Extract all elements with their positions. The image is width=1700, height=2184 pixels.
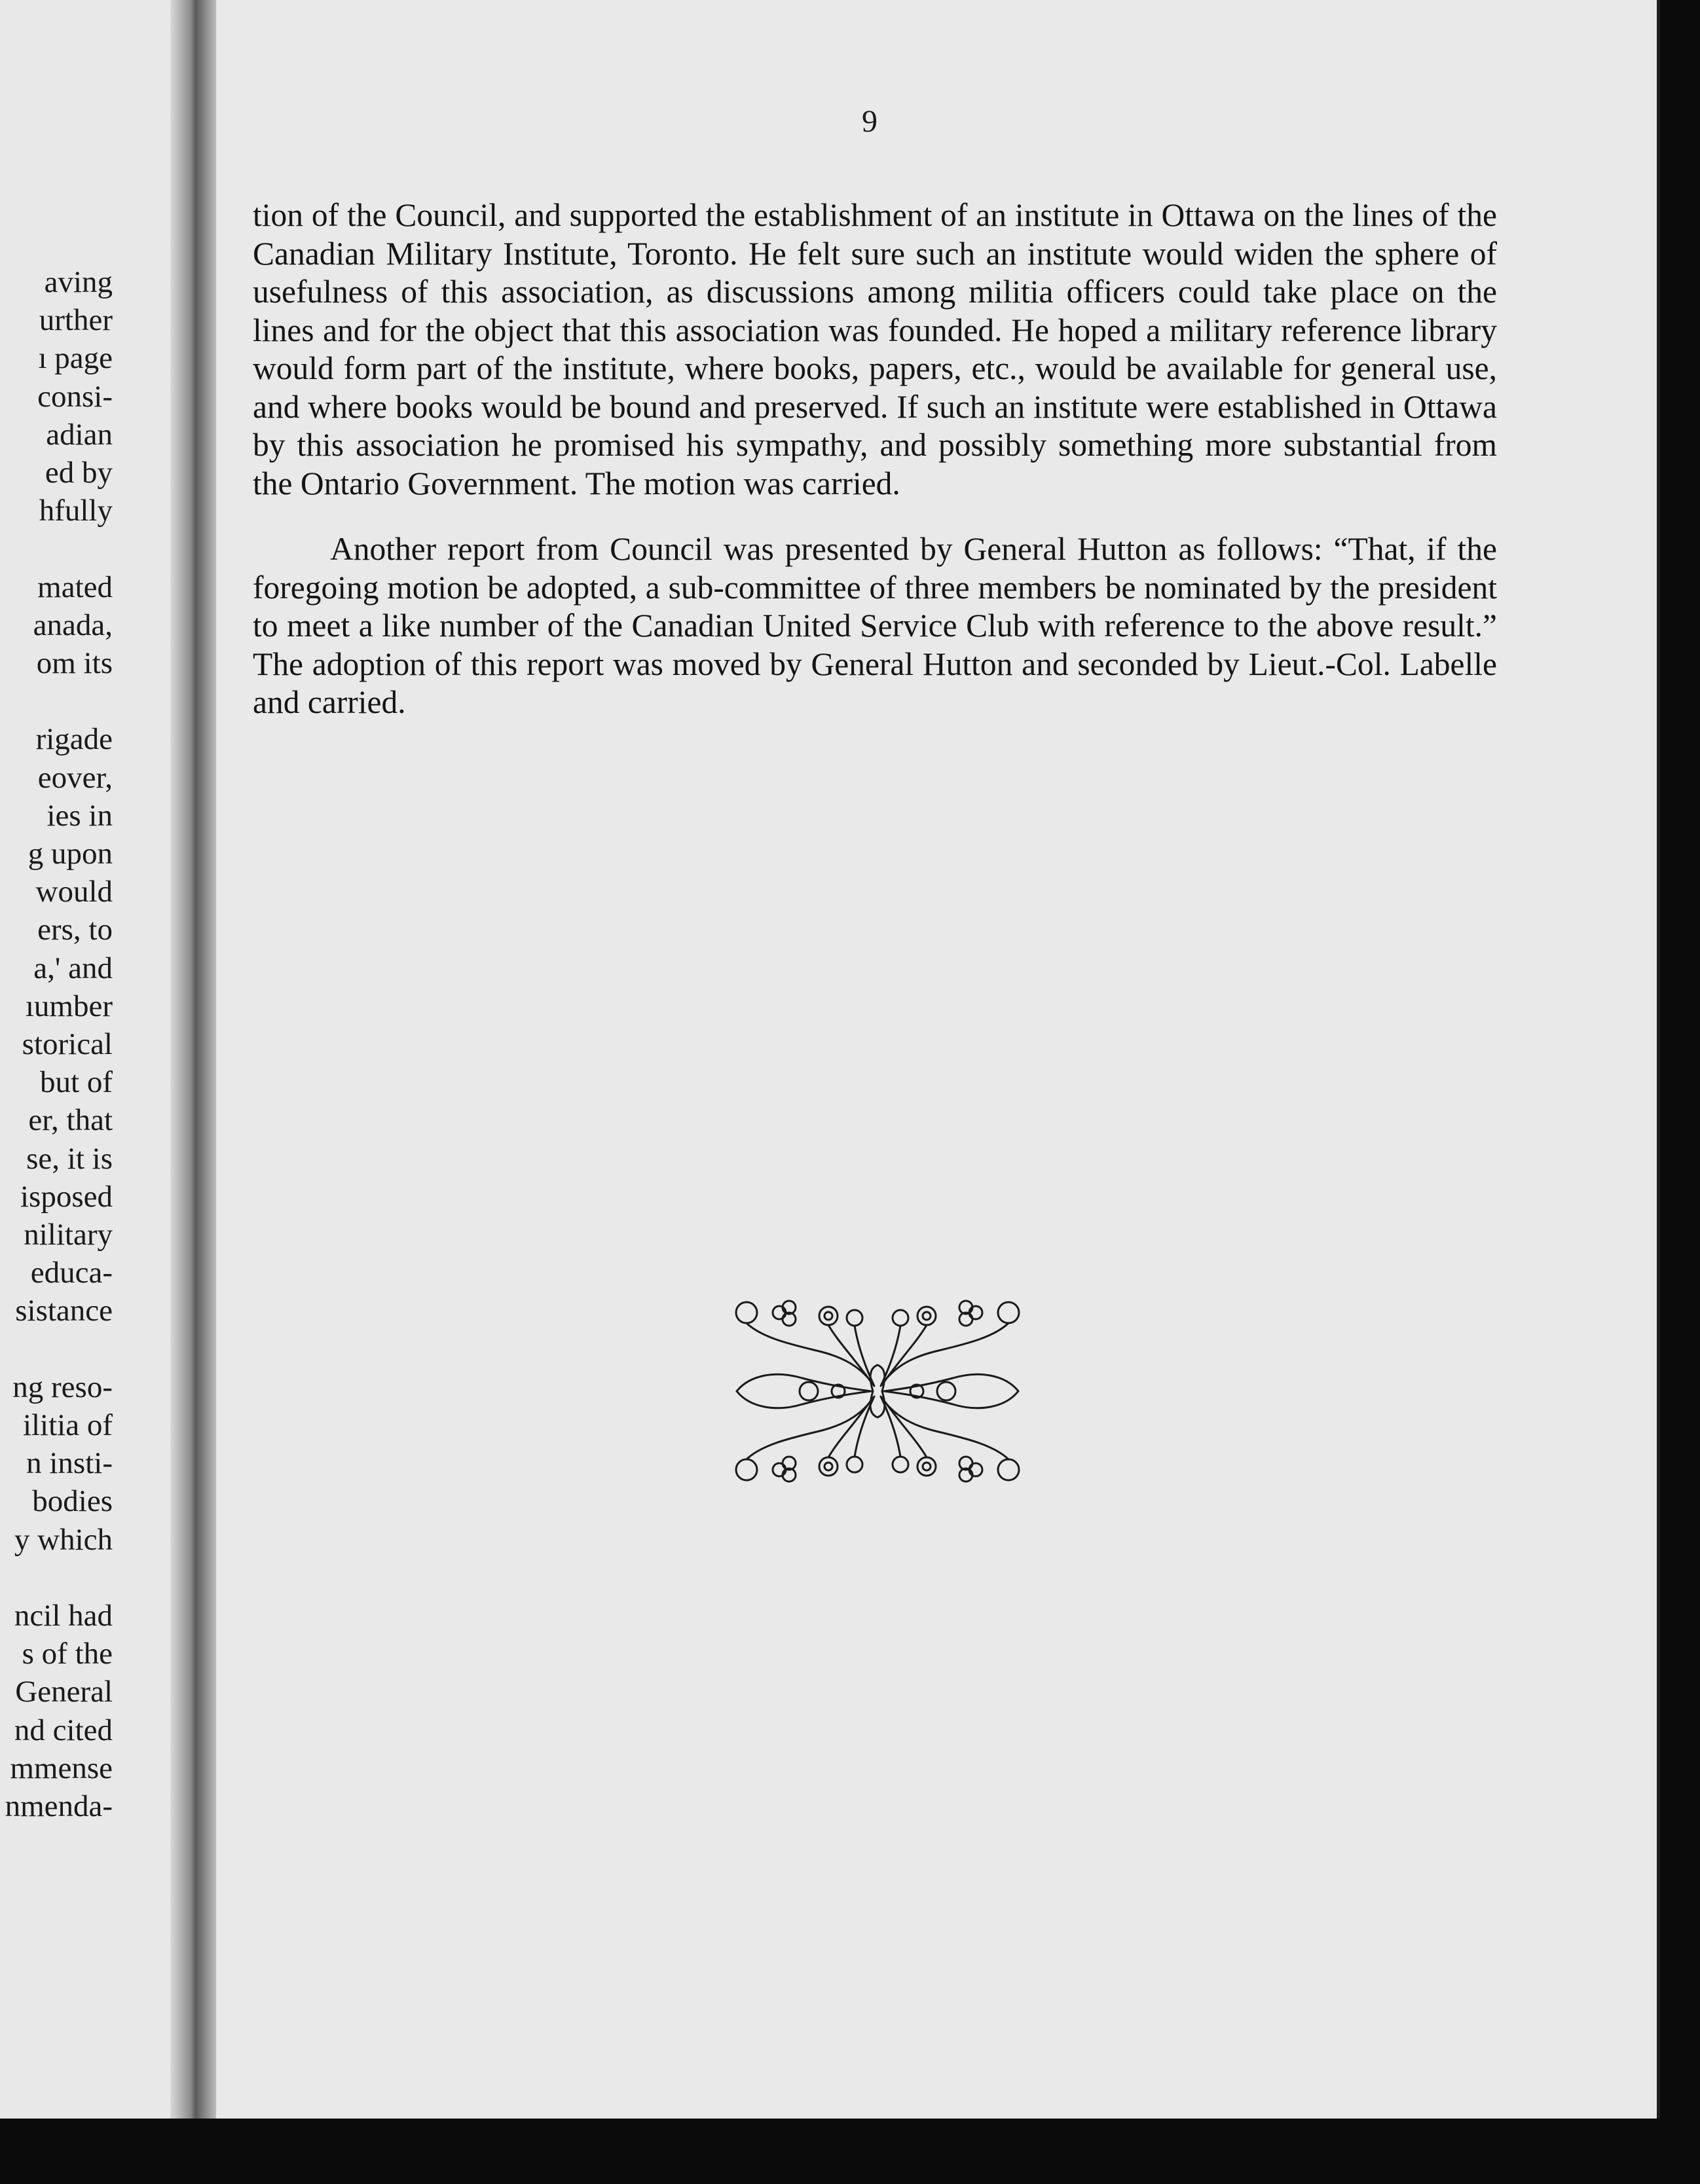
page-body [253,196,1497,722]
left-page-line: hfully [39,494,113,528]
left-page-line: y which [14,1522,113,1557]
left-page-line: ies in [46,798,113,833]
left-page-line: sistance [15,1294,113,1328]
left-page-line: se, it is [26,1141,113,1176]
floral-scroll-ornament-icon [724,1293,1031,1489]
scan-border-right [1660,0,1700,2184]
left-page-line: mmense [10,1751,113,1785]
paragraph-1: tion of the Council, and supported the establishment of an institute in Ottawa on the lines of the Canadian Military Institute, Toronto. He felt sure such an institute would widen the sphere of usefulness of this association, as discussions among militia officers could take place on the lines and for the object that this association was founded. He hoped a military reference library would form part of the institute, where books, papers, etc., would be available for general use, and where books would be bound and preserved. If such an institute were established in Ottawa by this association he promised his sympathy, and possibly something more substantial from the Ontario Government. The motion was carried. [253,197,1497,501]
left-page-line: isposed [20,1179,113,1214]
page-number: 9 [862,104,878,139]
left-page-line: mated [37,570,113,604]
left-page-line: rigade [35,722,113,757]
left-page-line: nd cited [14,1713,113,1747]
left-page-line: would [35,875,113,909]
left-page-edge [0,0,190,2119]
left-page-line: General [15,1675,113,1709]
left-page-line: urther [39,303,113,338]
left-page-line: anada, [33,608,113,642]
left-page-line: ilitia of [22,1408,113,1442]
left-page-line: but of [40,1065,113,1100]
left-page-line: n insti- [26,1446,113,1481]
binding-gutter [170,0,216,2119]
left-page-line: eover, [37,760,113,795]
left-page-line: g upon [28,837,113,871]
left-page-line: consi- [37,379,113,414]
left-page-line: s of the [22,1637,113,1671]
left-page-line: bodies [32,1484,113,1519]
left-page-line: ed by [45,456,113,490]
left-page-line: a,' and [33,951,113,985]
left-page-line: aving [44,265,113,299]
left-page-line: storical [22,1027,113,1061]
left-page-line: er, that [28,1103,113,1138]
left-page-line: ng reso- [12,1370,113,1404]
left-page-line: om its [36,646,113,680]
left-page-line: ncil had [14,1599,113,1633]
left-page-line: nmenda- [5,1789,113,1823]
left-page-line: nilitary [24,1218,113,1252]
left-page-line: ers, to [37,913,113,947]
left-page-line: ı page [38,341,113,376]
left-page-line: adian [46,417,113,452]
left-page-line: educa- [30,1256,113,1290]
paragraph-2: Another report from Council was presented by General Hutton as follows: “That, if the foregoing motion be adopted, a sub-committee of three members be nominated by the president to meet a like number of the Canadian United Service Club with reference to the above result.” The adoption of this report was moved by General Hutton and seconded by Lieut.-Col. Labelle and carried. [253,531,1497,720]
left-page-line: ıumber [25,989,113,1023]
